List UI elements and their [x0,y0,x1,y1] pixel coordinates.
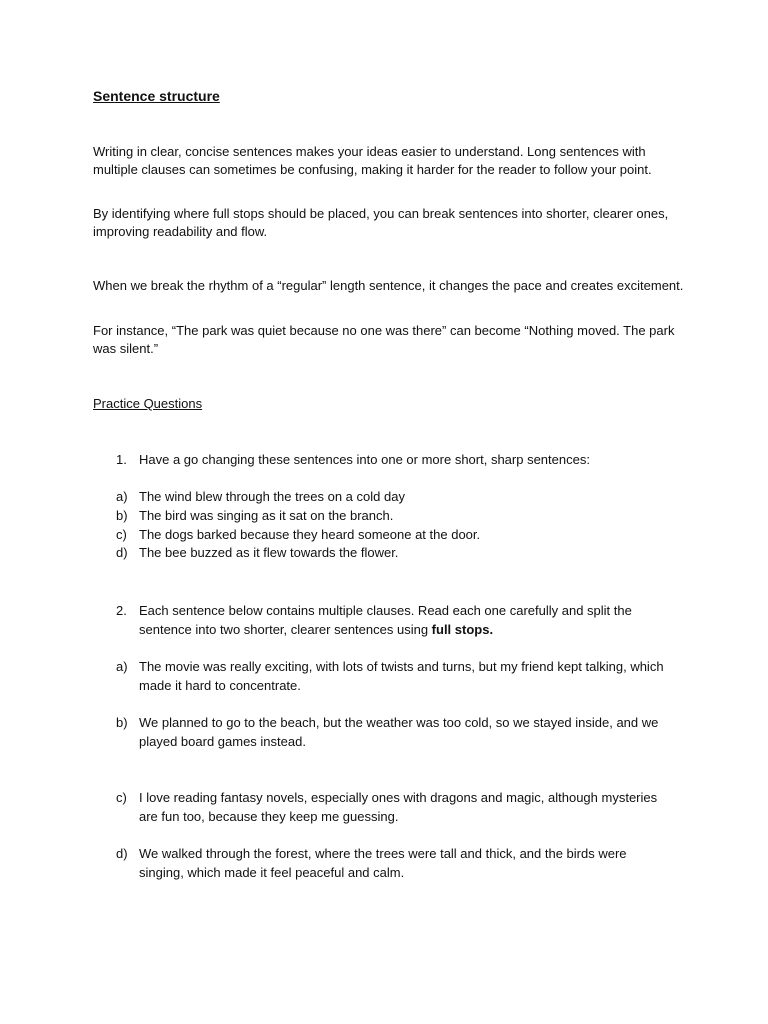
question-2-prompt-emphasis: full stops. [431,621,494,637]
q2-item-b-label: b) [116,715,128,730]
intro-paragraph-2: By identifying where full stops should be placed, you can break sentences into shorter, clearer ones, improving readability and flow. [93,206,669,239]
q1-item-a-label: a) [116,489,128,504]
q1-item-b-label: b) [116,508,128,523]
question-1-number: 1. [116,452,127,467]
intro-paragraph-1: Writing in clear, concise sentences makes your ideas easier to understand. Long sentences with multiple clauses can sometimes be confusing, making it harder for the reader to follow your point. [93,144,652,177]
q1-item-a-text: The wind blew through the trees on a cold day [139,489,405,504]
question-2-prompt-text: Each sentence below contains multiple clauses. Read each one carefully and split the sentence into two shorter, clearer sentences using [139,603,632,637]
q2-item-b-text: We planned to go to the beach, but the weather was too cold, so we stayed inside, and we played board games instead. [139,715,659,749]
q1-item-b-text: The bird was singing as it sat on the branch. [139,508,394,523]
question-1-prompt: Have a go changing these sentences into one or more short, sharp sentences: [139,452,590,467]
q1-item-d-text: The bee buzzed as it flew towards the flower. [139,545,399,560]
page-title: Sentence structure [93,88,220,104]
q2-item-d-label: d) [116,846,128,861]
intro-paragraph-4: For instance, “The park was quiet because no one was there” can become “Nothing moved. The park was silent.” [93,323,675,356]
q2-item-a-text: The movie was really exciting, with lots of twists and turns, but my friend kept talking, which made it hard to concentrate. [139,659,664,693]
q2-item-c-text: I love reading fantasy novels, especially ones with dragons and magic, although mysteries are fun too, because they keep me guessing. [139,790,658,824]
q2-item-a-label: a) [116,659,128,674]
question-2-prompt [139,602,674,639]
intro-paragraph-3: When we break the rhythm of a “regular” length sentence, it changes the pace and creates excitement. [93,278,684,293]
q1-item-d-label: d) [116,545,128,560]
q2-item-d-text: We walked through the forest, where the trees were tall and thick, and the birds were singing, which made it feel peaceful and calm. [139,846,627,880]
q1-item-c-label: c) [116,527,127,542]
q2-item-c-label: c) [116,790,127,805]
q1-item-c-text: The dogs barked because they heard someone at the door. [139,527,481,542]
practice-heading: Practice Questions [93,396,203,411]
question-2-number: 2. [116,603,127,618]
